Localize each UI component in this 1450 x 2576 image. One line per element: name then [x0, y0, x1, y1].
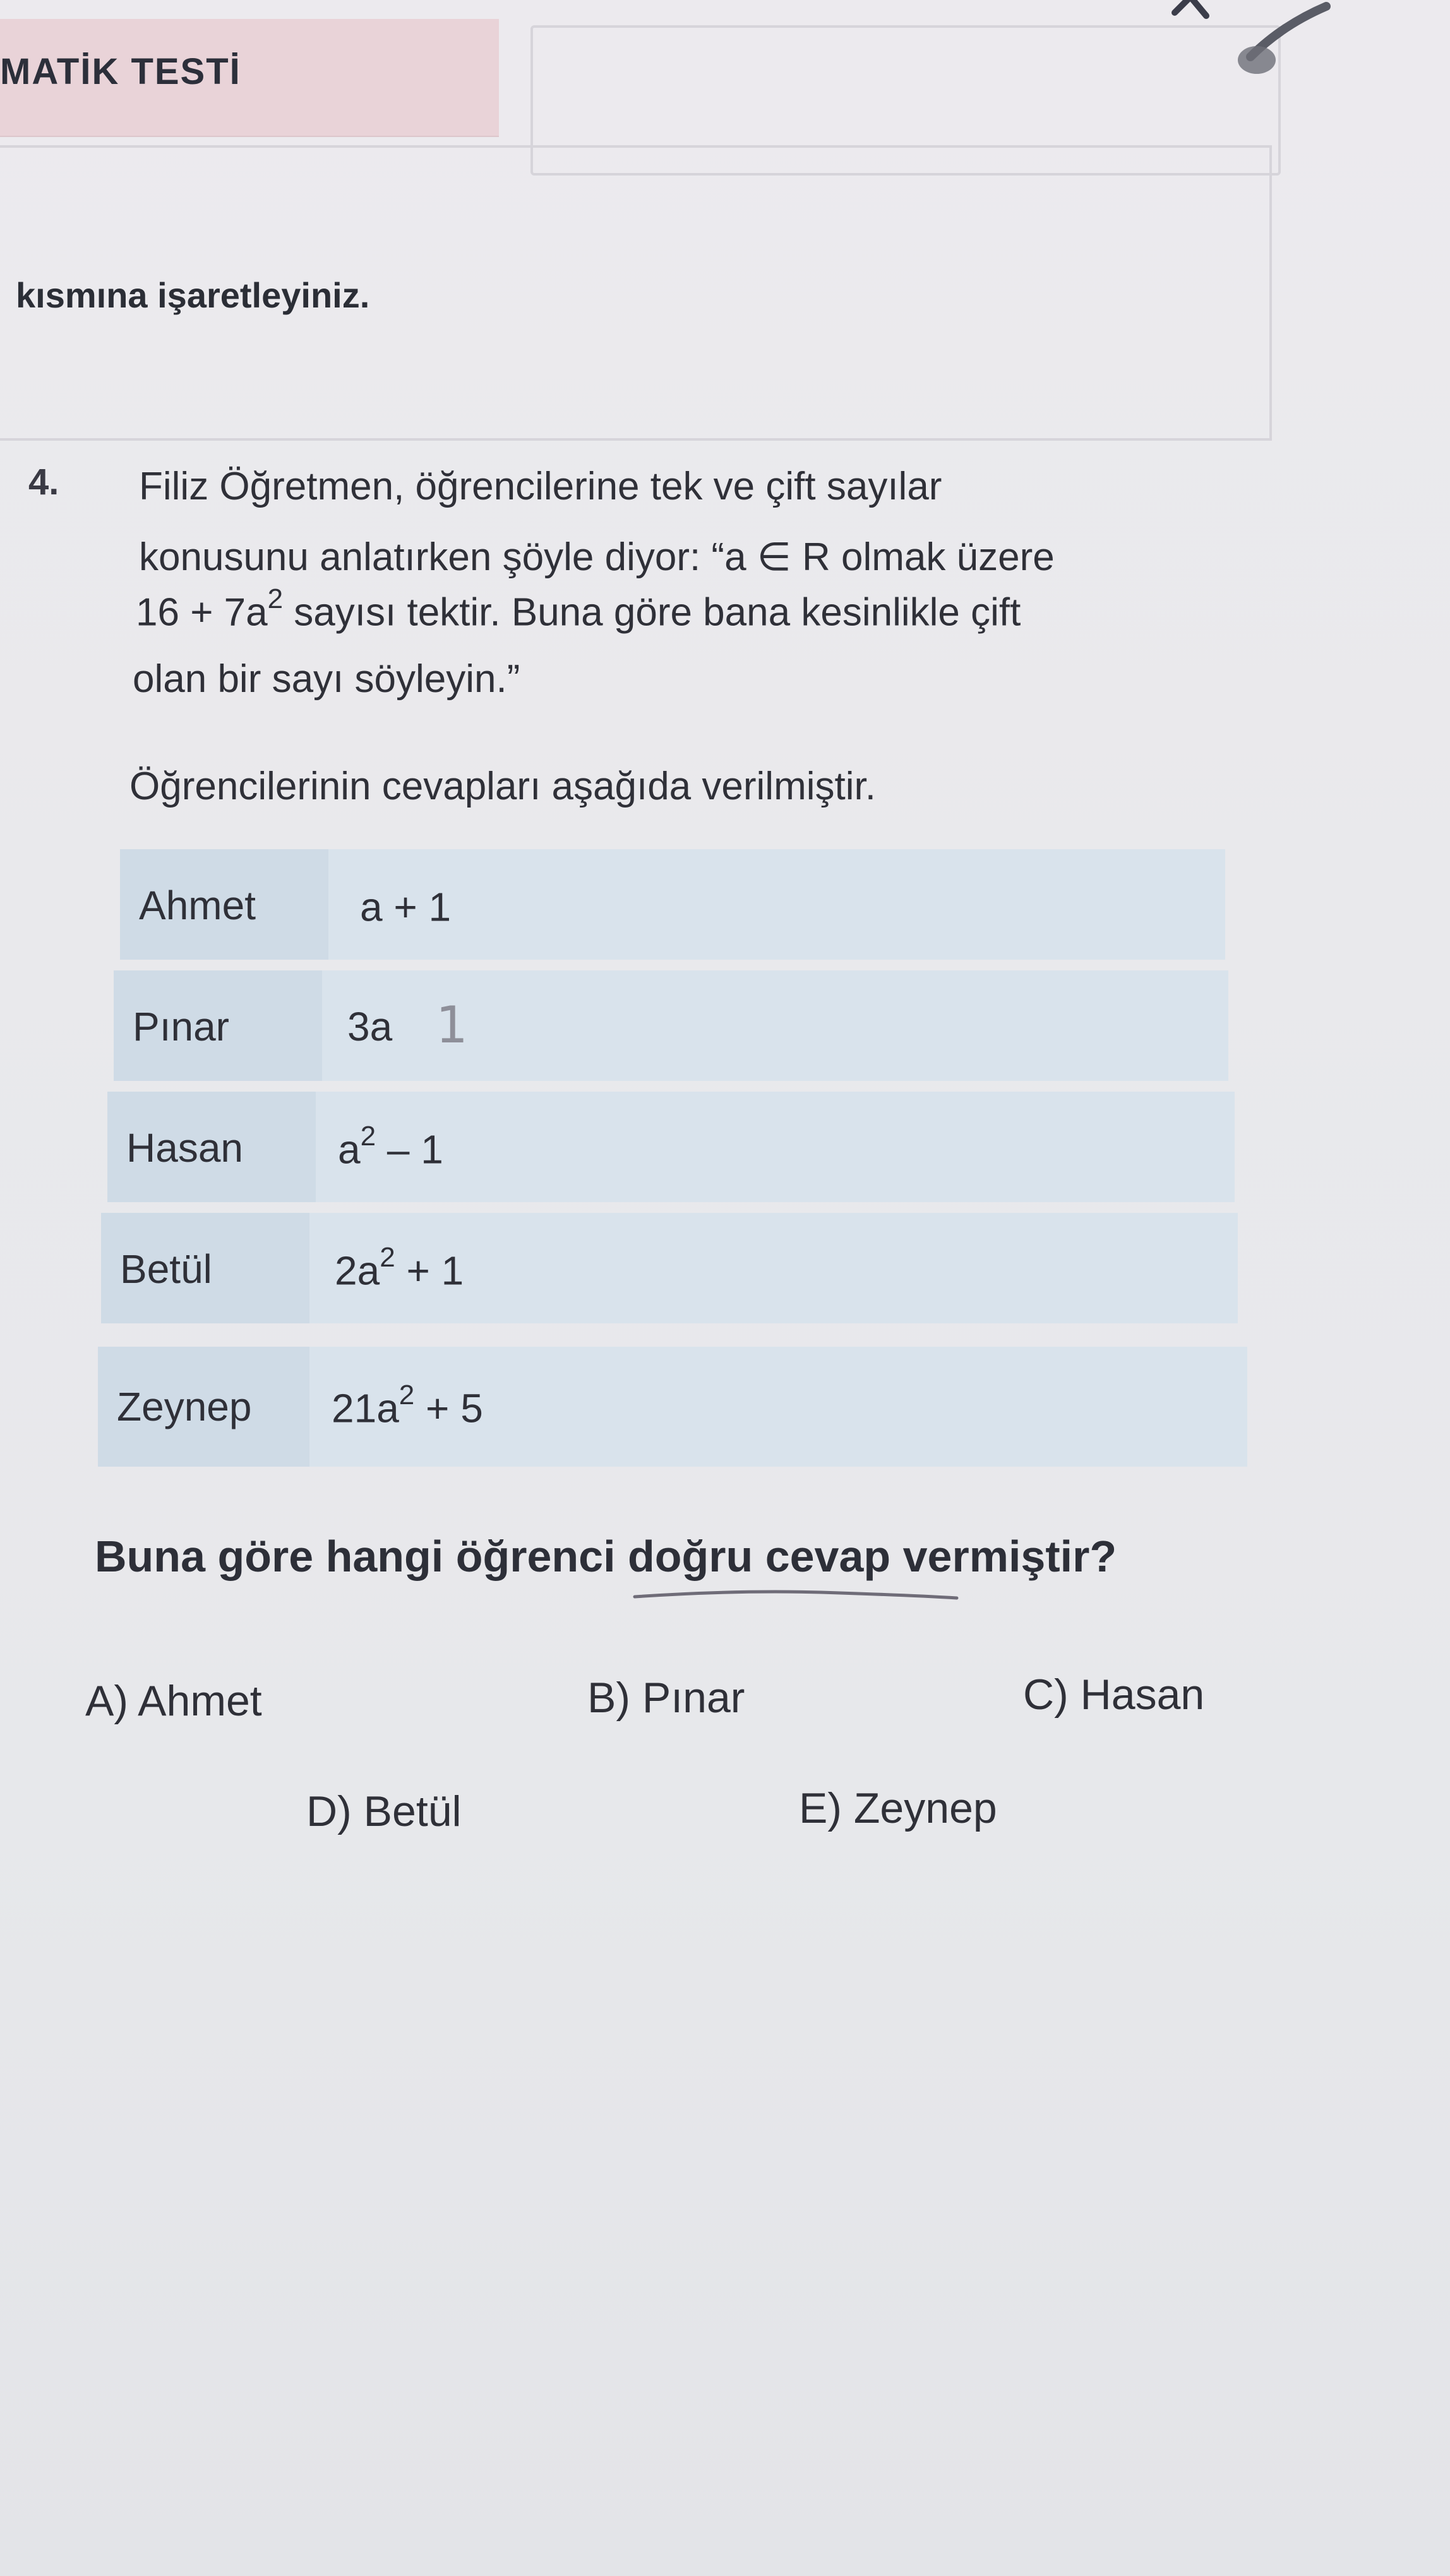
table-row — [120, 849, 1225, 960]
question-line-4: olan bir sayı söyleyin.” — [133, 657, 520, 701]
choice-c[interactable]: C) Hasan — [1023, 1671, 1205, 1719]
choice-e[interactable]: E) Zeynep — [799, 1784, 997, 1832]
student-name: Pınar — [133, 1004, 229, 1049]
choice-a[interactable]: A) Ahmet — [85, 1677, 262, 1725]
pen-scribble-icon — [1162, 0, 1351, 88]
choice-d[interactable]: D) Betül — [306, 1787, 462, 1835]
question-prompt: Buna göre hangi öğrenci doğru cevap vermiştir? — [95, 1532, 1117, 1581]
student-answer: $a^2 - 1$ — [338, 1121, 443, 1172]
student-answer: $2a^2 + 1$ — [335, 1242, 464, 1294]
student-answer: 3a — [347, 1004, 393, 1049]
table-row — [107, 1092, 1235, 1202]
student-answer: a + 1 — [360, 884, 452, 930]
student-name: Hasan — [126, 1125, 243, 1171]
handwritten-underline — [632, 1588, 960, 1602]
question-line-1: Filiz Öğretmen, öğrencilerine tek ve çift sayılar — [139, 465, 942, 508]
question-intro: Öğrencilerinin cevapları aşağıda verilmiştir. — [129, 765, 876, 808]
student-name: Zeynep — [117, 1384, 252, 1429]
student-name: Betül — [120, 1246, 212, 1292]
question-line-3: $16 + 7a^2$ sayısı tektir. Buna göre bana kesinlikle çift — [136, 583, 1021, 635]
test-title: MATİK TESTİ — [0, 51, 241, 92]
choice-b[interactable]: B) Pınar — [587, 1674, 745, 1722]
question-number: 4. — [28, 462, 59, 503]
question-line-2: konusunu anlatırken şöyle diyor: “a ∈ R olmak üzere — [139, 535, 1055, 579]
student-answer: $21a^2 + 5$ — [332, 1380, 483, 1431]
table-row — [98, 1347, 1247, 1467]
student-name: Ahmet — [139, 883, 256, 928]
handwritten-mark: 1 — [436, 996, 468, 1054]
table-row — [114, 970, 1228, 1081]
table-row — [101, 1213, 1238, 1323]
instruction-text: kısmına işaretleyiniz. — [16, 275, 370, 315]
